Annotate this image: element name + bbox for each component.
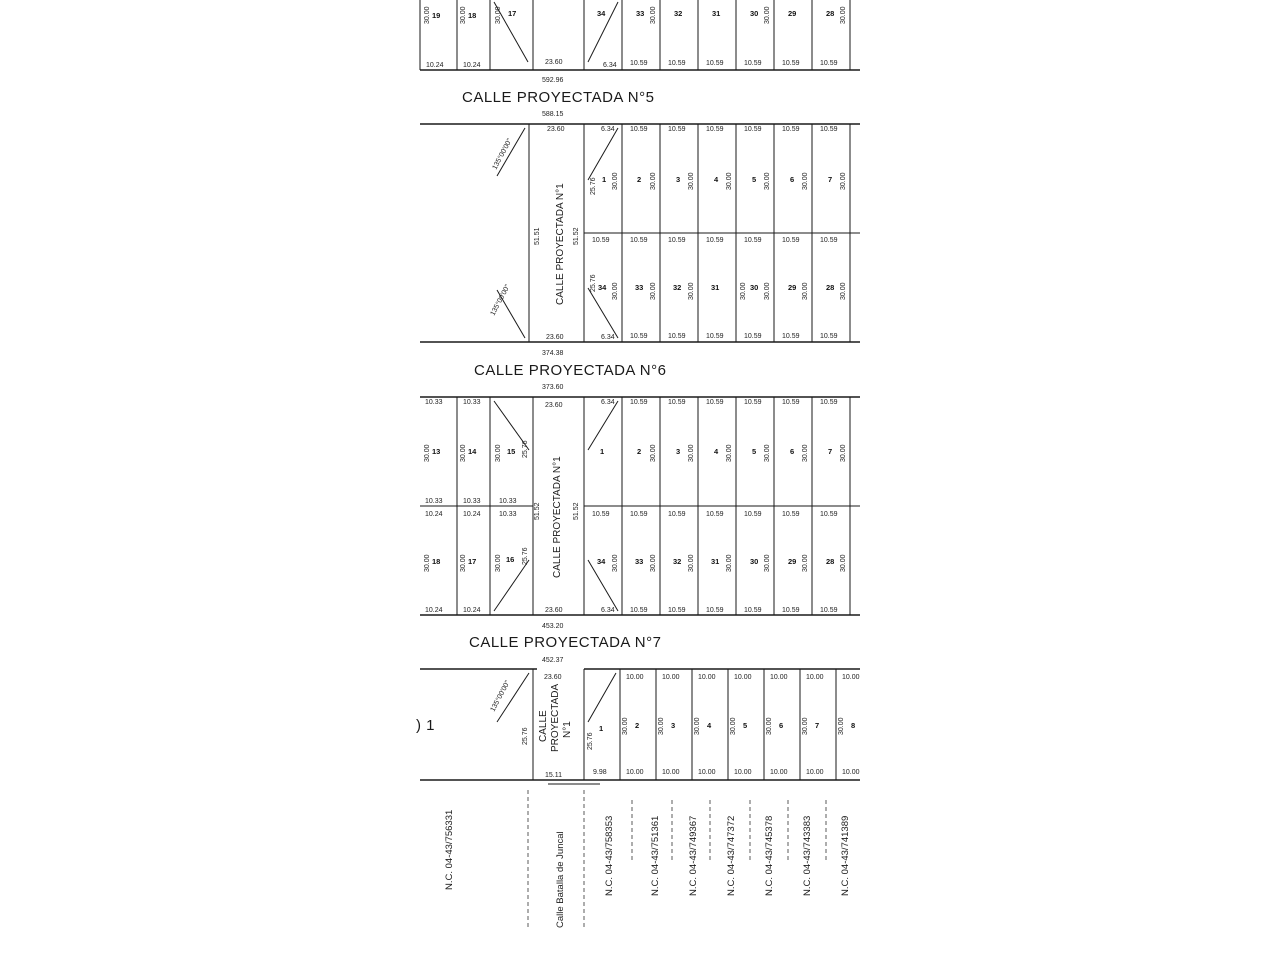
dimension: 10.00 — [662, 769, 680, 776]
lot-number: 2 — [637, 447, 642, 456]
dimension: 30.00 — [424, 6, 431, 24]
dimension: 30.00 — [688, 282, 695, 300]
dimension: 10.59 — [744, 399, 762, 406]
dimension: 10.24 — [426, 62, 444, 69]
dimension: 30.00 — [650, 282, 657, 300]
dimension: 10.59 — [782, 607, 800, 614]
dimension: 30.00 — [726, 444, 733, 462]
dimension: 10.24 — [463, 607, 481, 614]
dimension: 30.00 — [764, 6, 771, 24]
street-label-vertical: CALLE PROYECTADA N°1 — [552, 456, 563, 578]
lot-number: 32 — [673, 283, 682, 292]
street-label-vertical: CALLE — [538, 710, 549, 742]
dimension: 25.76 — [522, 727, 529, 745]
lot-number: 3 — [676, 175, 681, 184]
dimension: 30.00 — [840, 444, 847, 462]
lot-number: 34 — [597, 557, 606, 566]
dimension: 30.00 — [460, 554, 467, 572]
dimension: 10.59 — [668, 60, 686, 67]
dimension: 10.59 — [630, 607, 648, 614]
dimension: 373.60 — [542, 384, 564, 391]
dimension: 10.59 — [782, 333, 800, 340]
dimension: 10.00 — [806, 769, 824, 776]
dimension: 10.59 — [668, 607, 686, 614]
dimension: 10.59 — [592, 511, 610, 518]
dimension: 30.00 — [740, 282, 747, 300]
dimension: 6.34 — [601, 334, 615, 341]
dimension: 10.59 — [744, 60, 762, 67]
dimension: 10.00 — [698, 769, 716, 776]
parcel-label: N.C. 04-43/749367 — [688, 815, 699, 896]
parcel-label: N.C. 04-43/747372 — [726, 815, 737, 896]
dimension: 30.00 — [802, 282, 809, 300]
dimension: 10.59 — [668, 126, 686, 133]
dimension: 135°00'00" — [491, 137, 514, 171]
dimension: 30.00 — [764, 444, 771, 462]
dimension: 592.96 — [542, 77, 564, 84]
dimension: 30.00 — [424, 554, 431, 572]
lot-number: 13 — [432, 447, 441, 456]
dimension: 10.59 — [782, 60, 800, 67]
dimension: 6.34 — [601, 126, 615, 133]
dimension: 30.00 — [612, 172, 619, 190]
street-label-batalla-de-juncal: Calle Batalla de Juncal — [555, 831, 566, 928]
dimension: 10.59 — [744, 333, 762, 340]
lot-number: 6 — [790, 175, 795, 184]
dimension: 25.76 — [587, 732, 594, 750]
lot-number: 32 — [673, 557, 682, 566]
block-4 — [416, 669, 860, 780]
dimension: 30.00 — [764, 172, 771, 190]
dimension: 10.00 — [626, 674, 644, 681]
dimension: 23.60 — [545, 402, 563, 409]
lot-number: 5 — [752, 175, 757, 184]
dimension: 10.59 — [820, 237, 838, 244]
dimension: 10.59 — [706, 60, 724, 67]
dimension: 10.33 — [425, 498, 443, 505]
dimension: 30.00 — [650, 444, 657, 462]
parcel-label: N.C. 04-43/758353 — [604, 815, 615, 896]
lot-number: 4 — [714, 447, 719, 456]
dimension: 10.00 — [770, 674, 788, 681]
dimension: 10.00 — [734, 674, 752, 681]
block-label: ) 1 — [416, 717, 436, 734]
dimension: 10.59 — [820, 607, 838, 614]
dimension: 30.00 — [688, 172, 695, 190]
dimension: 10.59 — [782, 126, 800, 133]
lot-number: 7 — [815, 721, 820, 730]
lot-number: 32 — [674, 9, 683, 18]
lot-number: 7 — [828, 447, 833, 456]
dimension: 10.59 — [706, 399, 724, 406]
dimension: 30.00 — [650, 554, 657, 572]
dimension: 10.59 — [706, 511, 724, 518]
dimension: 453.20 — [542, 623, 564, 630]
dimension: 10.59 — [820, 333, 838, 340]
dimension: 30.00 — [764, 554, 771, 572]
street-label-vertical: PROYECTADA — [550, 683, 561, 752]
dimension: 30.00 — [658, 717, 665, 735]
dimension: 10.59 — [744, 237, 762, 244]
dimension: 10.59 — [668, 237, 686, 244]
lot-number: 3 — [676, 447, 681, 456]
dimension: 51.52 — [573, 227, 580, 245]
lot-number: 33 — [635, 557, 644, 566]
dimension: 10.24 — [425, 511, 443, 518]
lot-number: 19 — [432, 11, 441, 20]
dimension: 23.60 — [546, 334, 564, 341]
dimension: 6.34 — [603, 62, 617, 69]
dimension: 30.00 — [802, 172, 809, 190]
dimension: 10.59 — [706, 607, 724, 614]
dimension: 30.00 — [495, 444, 502, 462]
lot-number: 29 — [788, 283, 797, 292]
dimension: 10.33 — [463, 399, 481, 406]
lot-number: 31 — [711, 557, 720, 566]
dimension: 10.33 — [499, 511, 517, 518]
dimension: 30.00 — [726, 554, 733, 572]
dimension: 10.59 — [782, 399, 800, 406]
lot-number: 7 — [828, 175, 833, 184]
lot-number: 17 — [468, 557, 477, 566]
lot-number: 30 — [750, 9, 759, 18]
dimension: 135°00'00" — [489, 283, 512, 317]
dimension: 10.59 — [668, 333, 686, 340]
street-label-vertical: N°1 — [562, 721, 573, 738]
lot-number: 29 — [788, 9, 797, 18]
lot-number: 3 — [671, 721, 676, 730]
lot-number: 31 — [712, 9, 721, 18]
lot-number: 4 — [707, 721, 712, 730]
dimension: 10.59 — [668, 511, 686, 518]
dimension: 10.33 — [463, 498, 481, 505]
dimension: 30.00 — [838, 717, 845, 735]
dimension: 588.15 — [542, 111, 564, 118]
dimension: 15.11 — [545, 772, 562, 779]
dimension: 10.59 — [630, 126, 648, 133]
dimension: 10.59 — [630, 237, 648, 244]
lot-number: 29 — [788, 557, 797, 566]
dimension: 30.00 — [622, 717, 629, 735]
dimension: 51.52 — [573, 502, 580, 520]
lot-number: 34 — [598, 283, 607, 292]
lot-number: 30 — [750, 557, 759, 566]
dimension: 135°00'00" — [489, 679, 512, 713]
street-label-calle-6: CALLE PROYECTADA N°6 — [474, 362, 667, 379]
dimension: 10.24 — [463, 511, 481, 518]
lot-number: 6 — [779, 721, 784, 730]
lot-number: 1 — [602, 175, 607, 184]
dimension: 30.00 — [840, 554, 847, 572]
dimension: 30.00 — [802, 717, 809, 735]
dimension: 10.59 — [782, 511, 800, 518]
parcel-label: N.C. 04-43/745378 — [764, 815, 775, 896]
dimension: 30.00 — [726, 172, 733, 190]
dimension: 10.59 — [706, 126, 724, 133]
dimension: 10.59 — [630, 511, 648, 518]
dimension: 30.00 — [612, 282, 619, 300]
lot-number: 18 — [468, 11, 477, 20]
street-label-calle-5: CALLE PROYECTADA N°5 — [462, 89, 655, 106]
dimension: 10.00 — [842, 674, 860, 681]
parcel-label: N.C. 04-43/743383 — [802, 815, 813, 896]
dimension: 10.00 — [842, 769, 860, 776]
dimension: 10.59 — [706, 333, 724, 340]
dimension: 30.00 — [460, 6, 467, 24]
lot-number: 2 — [635, 721, 640, 730]
lot-number: 34 — [597, 9, 606, 18]
dimension: 10.59 — [630, 333, 648, 340]
dimension: 10.00 — [806, 674, 824, 681]
dimension: 6.34 — [601, 399, 615, 406]
dimension: 10.24 — [463, 62, 481, 69]
dimension: 30.00 — [764, 282, 771, 300]
lot-number: 18 — [432, 557, 441, 566]
dimension: 23.60 — [545, 59, 563, 66]
dimension: 10.59 — [630, 399, 648, 406]
dimension: 30.00 — [688, 444, 695, 462]
lot-number: 17 — [508, 9, 517, 18]
dimension: 6.34 — [601, 607, 615, 614]
lot-number: 1 — [600, 447, 605, 456]
lot-number: 28 — [826, 9, 835, 18]
parcel-label: N.C. 04-43/756331 — [444, 809, 455, 890]
dimension: 25.76 — [590, 177, 597, 195]
dimension: 10.59 — [820, 511, 838, 518]
parcel-label: N.C. 04-43/751361 — [650, 815, 661, 896]
dimension: 452.37 — [542, 657, 564, 664]
street-label-vertical: CALLE PROYECTADA N°1 — [555, 183, 566, 305]
dimension: 10.59 — [668, 399, 686, 406]
lot-number: 1 — [599, 724, 604, 733]
lot-number: 15 — [507, 447, 516, 456]
dimension: 30.00 — [802, 444, 809, 462]
lot-number: 33 — [636, 9, 645, 18]
dimension: 23.60 — [544, 674, 562, 681]
dimension: 10.33 — [425, 399, 443, 406]
dimension: 30.00 — [688, 554, 695, 572]
dimension: 30.00 — [650, 6, 657, 24]
dimension: 30.00 — [650, 172, 657, 190]
dimension: 10.59 — [782, 237, 800, 244]
dimension: 30.00 — [802, 554, 809, 572]
dimension: 25.76 — [590, 274, 597, 292]
dimension: 51.51 — [534, 227, 541, 245]
dimension: 30.00 — [840, 172, 847, 190]
dimension: 10.59 — [744, 511, 762, 518]
dimension: 51.52 — [534, 502, 541, 520]
lot-number: 28 — [826, 557, 835, 566]
dimension: 30.00 — [840, 282, 847, 300]
dimension: 30.00 — [612, 554, 619, 572]
dimension: 30.00 — [424, 444, 431, 462]
dimension: 10.24 — [425, 607, 443, 614]
lot-number: 14 — [468, 447, 477, 456]
street-label-calle-7: CALLE PROYECTADA N°7 — [469, 634, 662, 651]
dimension: 23.60 — [545, 607, 563, 614]
dimension: 10.59 — [744, 607, 762, 614]
dimension: 10.59 — [592, 237, 610, 244]
lot-number: 8 — [851, 721, 856, 730]
lot-number: 6 — [790, 447, 795, 456]
lot-number: 31 — [711, 283, 720, 292]
lot-number: 30 — [750, 283, 759, 292]
dimension: 10.59 — [820, 60, 838, 67]
parcel-strip — [444, 784, 851, 930]
dimension: 374.38 — [542, 350, 564, 357]
block-1 — [420, 0, 860, 70]
lot-number: 16 — [506, 555, 515, 564]
lot-number: 4 — [714, 175, 719, 184]
dimension: 25.76 — [522, 440, 529, 458]
dimension: 30.00 — [766, 717, 773, 735]
dimension: 10.00 — [734, 769, 752, 776]
lot-number: 33 — [635, 283, 644, 292]
dimension: 30.00 — [694, 717, 701, 735]
block-2 — [420, 124, 860, 342]
lot-number: 5 — [752, 447, 757, 456]
dimension: 10.59 — [630, 60, 648, 67]
dimension: 10.59 — [744, 126, 762, 133]
parcel-label: N.C. 04-43/741389 — [840, 815, 851, 896]
dimension: 10.59 — [820, 399, 838, 406]
dimension: 30.00 — [840, 6, 847, 24]
dimension: 10.00 — [662, 674, 680, 681]
dimension: 30.00 — [495, 6, 502, 24]
block-3 — [420, 397, 860, 615]
dimension: 10.00 — [770, 769, 788, 776]
lot-number: 28 — [826, 283, 835, 292]
dimension: 30.00 — [730, 717, 737, 735]
dimension: 10.59 — [820, 126, 838, 133]
dimension: 10.33 — [499, 498, 517, 505]
dimension: 10.00 — [626, 769, 644, 776]
dimension: 10.59 — [706, 237, 724, 244]
lot-number: 2 — [637, 175, 642, 184]
dimension: 25.76 — [522, 547, 529, 565]
lot-number: 5 — [743, 721, 748, 730]
dimension: 30.00 — [495, 554, 502, 572]
dimension: 30.00 — [460, 444, 467, 462]
dimension: 9.98 — [593, 769, 607, 776]
dimension: 23.60 — [547, 126, 565, 133]
dimension: 10.00 — [698, 674, 716, 681]
